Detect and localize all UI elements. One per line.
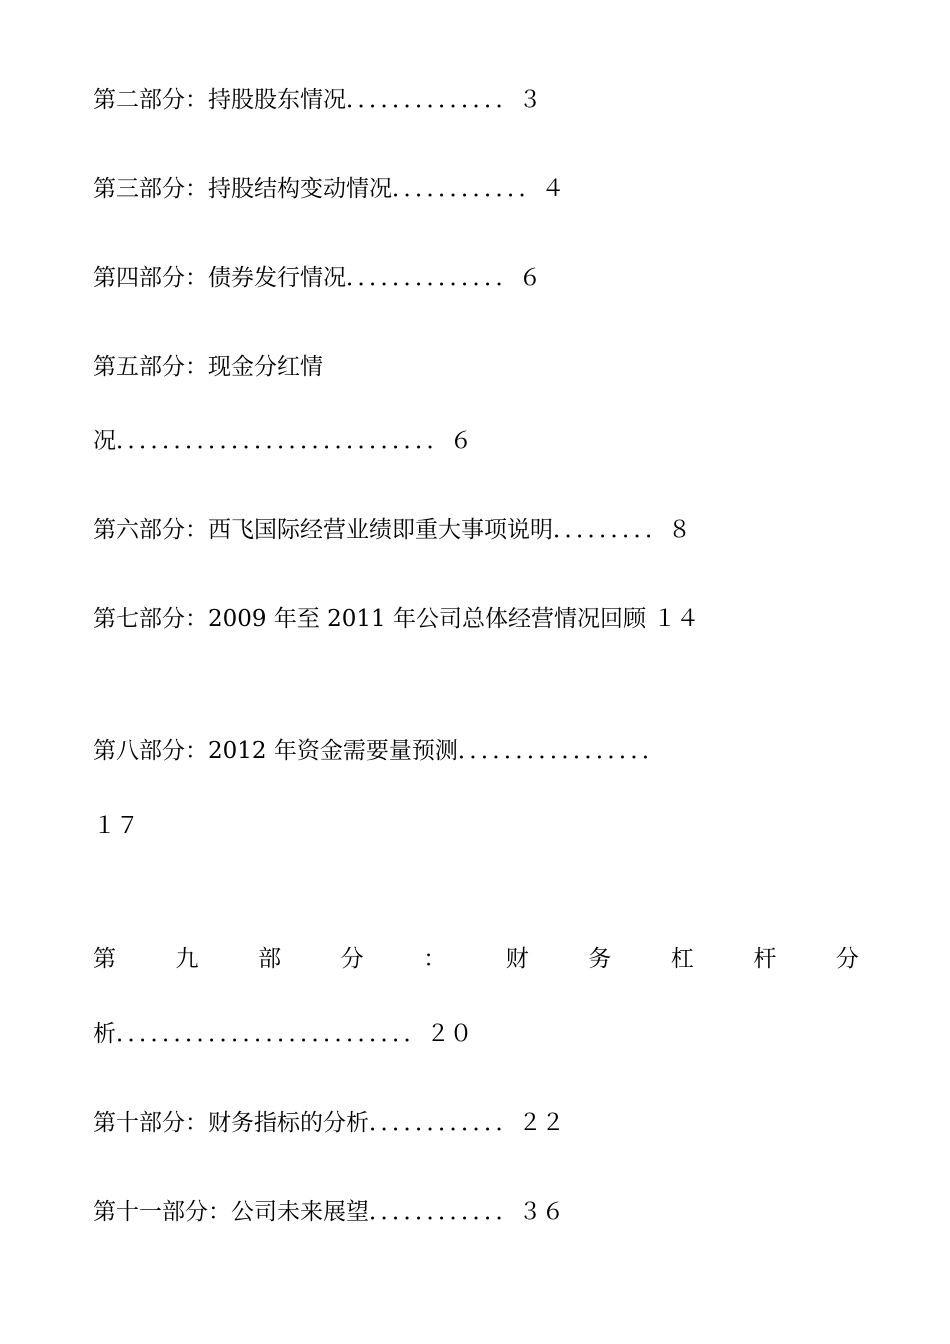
toc-entry-part-5: 第五部分：现金分红情: [93, 354, 323, 380]
toc-char: 九: [175, 946, 199, 972]
toc-char: 部: [258, 946, 282, 972]
toc-entry-part-8: 第八部分：2012 年资金需要量预测．．．．．．．．．．．．．．．．．: [93, 738, 665, 764]
toc-char: 财: [505, 946, 529, 972]
toc-char: 杠: [670, 946, 694, 972]
toc-entry-part-5-continued: 况．．．．．．．．．．．．．．．．．．．．．．．．．．．．６: [93, 428, 473, 454]
toc-entry-part-9: [93, 944, 859, 974]
toc-entry-part-11: 第十一部分：公司未来展望．．．．．．．．．．．．３６: [93, 1199, 565, 1225]
toc-char: 杆: [753, 946, 777, 972]
toc-char: 务: [588, 946, 612, 972]
toc-entry-part-8-page: １７: [93, 813, 139, 839]
toc-char: ：: [423, 946, 447, 972]
toc-entry-part-7: 第七部分：2009 年至 2011 年公司总体经营情况回顾 １４: [93, 606, 700, 632]
toc-char: 第: [93, 946, 116, 972]
toc-entry-part-9-continued: 析．．．．．．．．．．．．．．．．．．．．．．．．．．２０: [93, 1021, 473, 1047]
toc-char: 分: [340, 946, 364, 972]
toc-entry-part-4: 第四部分：债券发行情况．．．．．．．．．．．．．．６: [93, 265, 542, 291]
toc-entry-part-3: 第三部分：持股结构变动情况．．．．．．．．．．．．４: [93, 176, 565, 202]
toc-entry-part-2: 第二部分：持股股东情况．．．．．．．．．．．．．．３: [93, 87, 542, 113]
toc-char: 分: [835, 946, 859, 972]
toc-entry-part-10: 第十部分：财务指标的分析．．．．．．．．．．．．２２: [93, 1110, 565, 1136]
toc-entry-part-6: 第六部分：西飞国际经营业绩即重大事项说明．．．．．．．．．８: [93, 517, 691, 543]
